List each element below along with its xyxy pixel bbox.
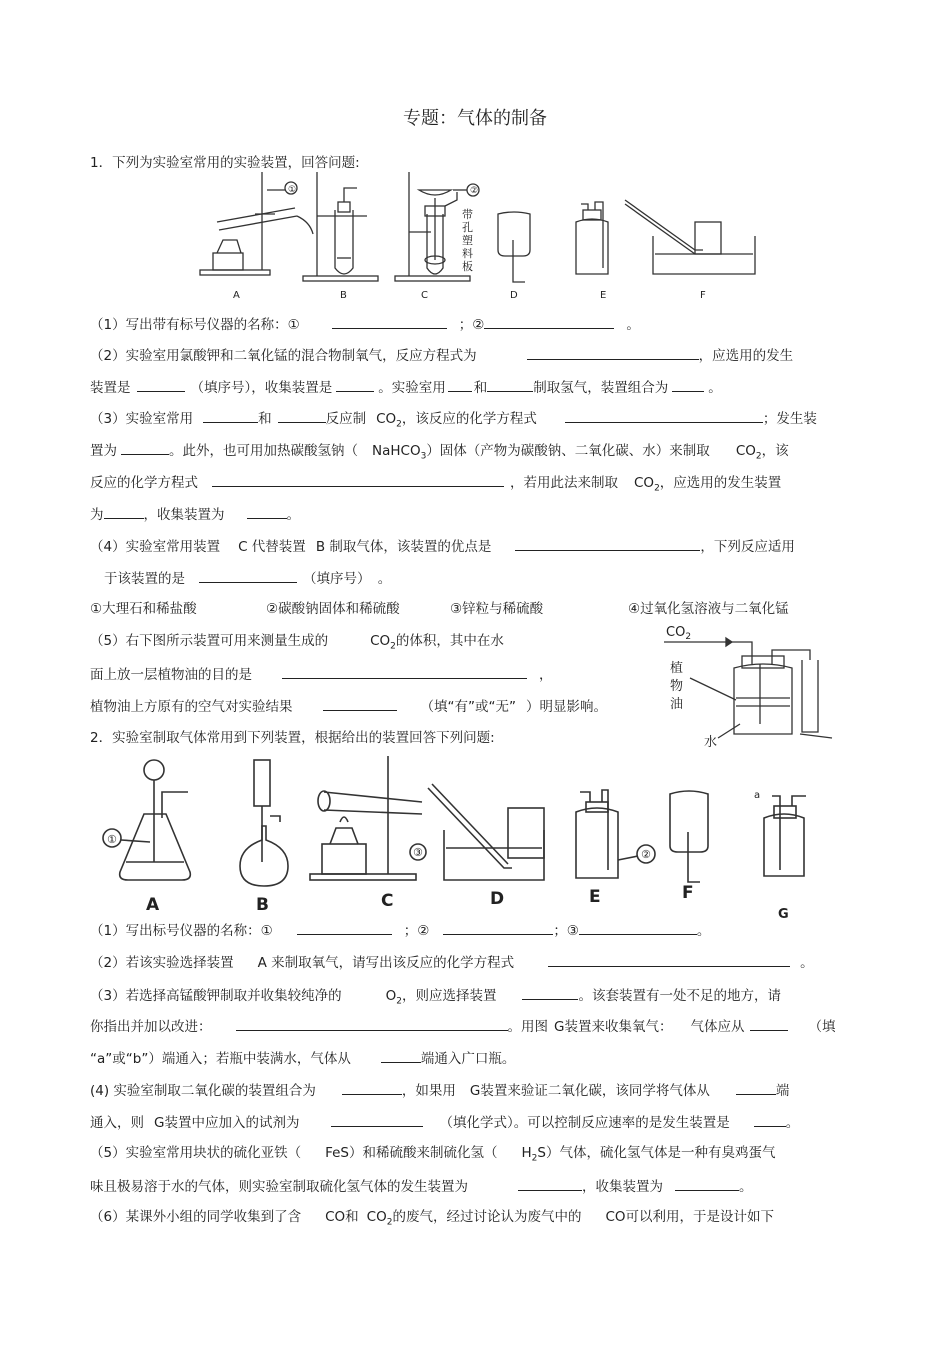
q1-part5-line3: 植物油上方原有的空气对实验结果 （填“有”或“无” ）明显影响。: [90, 696, 607, 716]
q2-part1: （1）写出标号仪器的名称：① ；② ；③ 。: [90, 920, 710, 940]
q2-mark-2: ②: [641, 848, 651, 861]
q2-mark-1: ①: [107, 833, 117, 846]
q1-option-4: ④过氧化氢溶液与二氧化锰: [628, 601, 789, 617]
q1-blank-8[interactable]: [672, 377, 704, 392]
apparatus-e-upward-bottle: [576, 202, 608, 274]
q1-blank-3[interactable]: [527, 345, 699, 360]
q1-label-c: C: [421, 290, 428, 301]
q2-part6-line1: （6）某课外小组的同学收集到了含 CO和 $CO_2$的废气，经过讨论认为废气中的 CO可以利用，于是设计如下: [90, 1209, 775, 1228]
q1-part1: （1）写出带有标号仪器的名称：① ；② 。: [90, 314, 640, 334]
apparatus-d-water-trough: [428, 784, 544, 880]
q2-blank-9[interactable]: [342, 1080, 402, 1095]
q2-stem: 2．实验室制取气体常用到下列装置，根据给出的装置回答下列问题:: [90, 730, 495, 746]
q2-part2: （2）若该实验选择装置 A 来制取氧气，请写出该反应的化学方程式 。: [90, 952, 814, 972]
apparatus-b-syringe-flask: [240, 760, 288, 886]
q1-blank-16[interactable]: [515, 536, 700, 551]
q2-label-g: G: [778, 907, 789, 922]
q2-blank-5[interactable]: [522, 985, 578, 1000]
q1-part3-line1: （3）实验室常用 和 反应制 $CO_2$，该反应的化学方程式 ；发生装: [90, 408, 817, 434]
q2-blank-14[interactable]: [675, 1176, 739, 1191]
q2-part5-line1: （5）实验室常用块状的硫化亚铁（ FeS）和稀硫酸来制硫化氢（ $H_2S$）气体，硫化氢气体是一种有臭鸡蛋气: [90, 1145, 776, 1164]
q1-blank-19[interactable]: [323, 696, 397, 711]
q1-part3-line4: 为 ，收集装置为 。: [90, 504, 300, 524]
q1-part5-line2: 面上放一层植物油的目的是 ，: [90, 664, 553, 684]
q1-label-f: F: [700, 290, 706, 301]
q2-part3-line3: “a”或“b”）端通入；若瓶中装满水，气体从 端通入广口瓶。: [90, 1048, 515, 1068]
apparatus-b-test-tube: [303, 172, 378, 281]
q1-part3-line2: 置为 。此外，也可用加热碳酸氢钠（ NaHCO$_3$）固体（产物为碳酸钠、二氧化碳、水）来制取 $CO_2$，该: [90, 440, 789, 466]
water-label: 水: [704, 735, 718, 750]
page-title: 专题：气体的制备: [403, 108, 547, 129]
q2-part3-line1: （3）若选择高锰酸钾制取并收集较纯净的 $O_2$，则应选择装置 。该套装置有一处不足的地方，请: [90, 985, 781, 1011]
q1-label-a: A: [233, 290, 240, 301]
q1-option-3: ③锌粒与稀硫酸: [450, 601, 544, 617]
co2-volume-apparatus: [660, 620, 840, 750]
q1-blank-6[interactable]: [448, 377, 472, 392]
apparatus-c-alcohol-lamp: [310, 756, 422, 880]
svg-text:油: 油: [670, 697, 684, 712]
q1-blank-13[interactable]: [212, 472, 504, 487]
q1-part4-line2: 于该装置的是 （填序号） 。: [104, 568, 391, 588]
q2-blank-4[interactable]: [548, 952, 790, 967]
q1-blank-11[interactable]: [565, 408, 763, 423]
q2-blank-10[interactable]: [736, 1080, 776, 1095]
q1-blank-9[interactable]: [203, 408, 258, 423]
q2-label-e: E: [589, 887, 601, 907]
q1-blank-1[interactable]: [332, 314, 447, 329]
q1-blank-7[interactable]: [487, 377, 533, 392]
svg-text:塑: 塑: [462, 234, 473, 247]
oil-label: [670, 660, 683, 712]
q1-part2-line2: 装置是 （填序号），收集装置是 。实验室用 和 制取氢气，装置组合为 。: [90, 377, 722, 397]
q1-label-d: D: [510, 290, 518, 301]
q1-part3-line3: 反应的化学方程式 ，若用此法来制取 $CO_2$，应选用的发生装置: [90, 472, 781, 498]
q2-label-f: F: [682, 883, 694, 903]
q1-part2-line1: （2）实验室用氯酸钾和二氧化锰的混合物制氧气，反应方程式为 ，应选用的发生: [90, 345, 793, 365]
q1-label-e: E: [600, 290, 607, 301]
apparatus-d-downward-bottle: [498, 212, 530, 282]
apparatus-a-flask-funnel: [120, 760, 191, 880]
svg-text:植: 植: [670, 661, 684, 676]
q2-mark-3: ③: [413, 846, 423, 859]
q1-label-b: B: [340, 290, 347, 301]
q2-blank-12[interactable]: [754, 1112, 786, 1127]
q1-blank-15[interactable]: [247, 504, 287, 519]
q2-blank-3[interactable]: [579, 920, 697, 935]
apparatus-f-water-trough: [625, 200, 755, 274]
porous-board-label: [462, 207, 473, 273]
svg-text:带: 带: [462, 208, 473, 221]
q2-blank-6[interactable]: [236, 1016, 508, 1031]
q1-blank-2[interactable]: [484, 314, 614, 329]
q2-label-a: A: [146, 895, 160, 915]
svg-text:板: 板: [462, 260, 473, 273]
q1-blank-5[interactable]: [336, 377, 374, 392]
apparatus-c-porous-board: [395, 172, 470, 281]
q1-blank-17[interactable]: [199, 568, 297, 583]
q2-blank-2[interactable]: [443, 920, 553, 935]
q1-blank-4[interactable]: [137, 377, 185, 392]
q1-mark-1: ①: [288, 185, 297, 195]
q1-blank-12[interactable]: [121, 440, 169, 455]
q1-part4-line1: （4）实验室常用装置 C 代替装置 B 制取气体，该装置的优点是 ，下列反应适用: [90, 536, 795, 556]
svg-text:料: 料: [462, 247, 473, 260]
q1-mark-2: ②: [470, 186, 479, 196]
q1-blank-18[interactable]: [282, 664, 527, 679]
q2-label-b: B: [256, 895, 269, 915]
q1-option-2: ②碳酸钠固体和稀硫酸: [266, 601, 400, 617]
q2-part3-line2: 你指出并加以改进： 。用图 G装置来收集氧气： 气体应从 （填: [90, 1016, 835, 1036]
gas-label: $CO_2$: [666, 625, 692, 642]
q1-stem: 1．下列为实验室常用的实验装置，回答问题:: [90, 155, 360, 171]
q2-blank-1[interactable]: [297, 920, 392, 935]
q1-blank-10[interactable]: [278, 408, 326, 423]
apparatus-e-gas-bottle: [576, 790, 618, 878]
q2-part5-line2: 味且极易溶于水的气体，则实验室制取硫化氢气体的发生装置为 ，收集装置为 。: [90, 1176, 753, 1196]
q2-blank-13[interactable]: [518, 1176, 582, 1191]
q2-apparatus-figure: [92, 752, 822, 922]
q2-mark-a: a: [754, 790, 761, 801]
q1-blank-14[interactable]: [104, 504, 144, 519]
q2-blank-8[interactable]: [381, 1048, 421, 1063]
q1-option-1: ①大理石和稀盐酸: [90, 601, 197, 617]
q1-part5-line1: （5）右下图所示装置可用来测量生成的 $CO_2$的体积，其中在水: [90, 633, 504, 652]
q1-apparatus-figure: [195, 170, 760, 302]
svg-text:孔: 孔: [462, 221, 473, 234]
q2-blank-7[interactable]: [750, 1016, 788, 1031]
q2-blank-11[interactable]: [331, 1112, 423, 1127]
q2-part4-line2: 通入，则 G装置中应加入的试剂为 （填化学式）。可以控制反应速率的是发生装置是 。: [90, 1112, 799, 1132]
q2-label-d: D: [490, 889, 505, 909]
svg-text:物: 物: [670, 679, 684, 694]
q2-label-c: C: [381, 891, 394, 911]
apparatus-f-inverted-bottle: [670, 791, 708, 882]
q2-part4-line1: (4) 实验室制取二氧化碳的装置组合为 ，如果用 G装置来验证二氧化碳，该同学将气体从 端: [90, 1080, 789, 1100]
apparatus-g-gas-washing-bottle: [764, 796, 806, 876]
